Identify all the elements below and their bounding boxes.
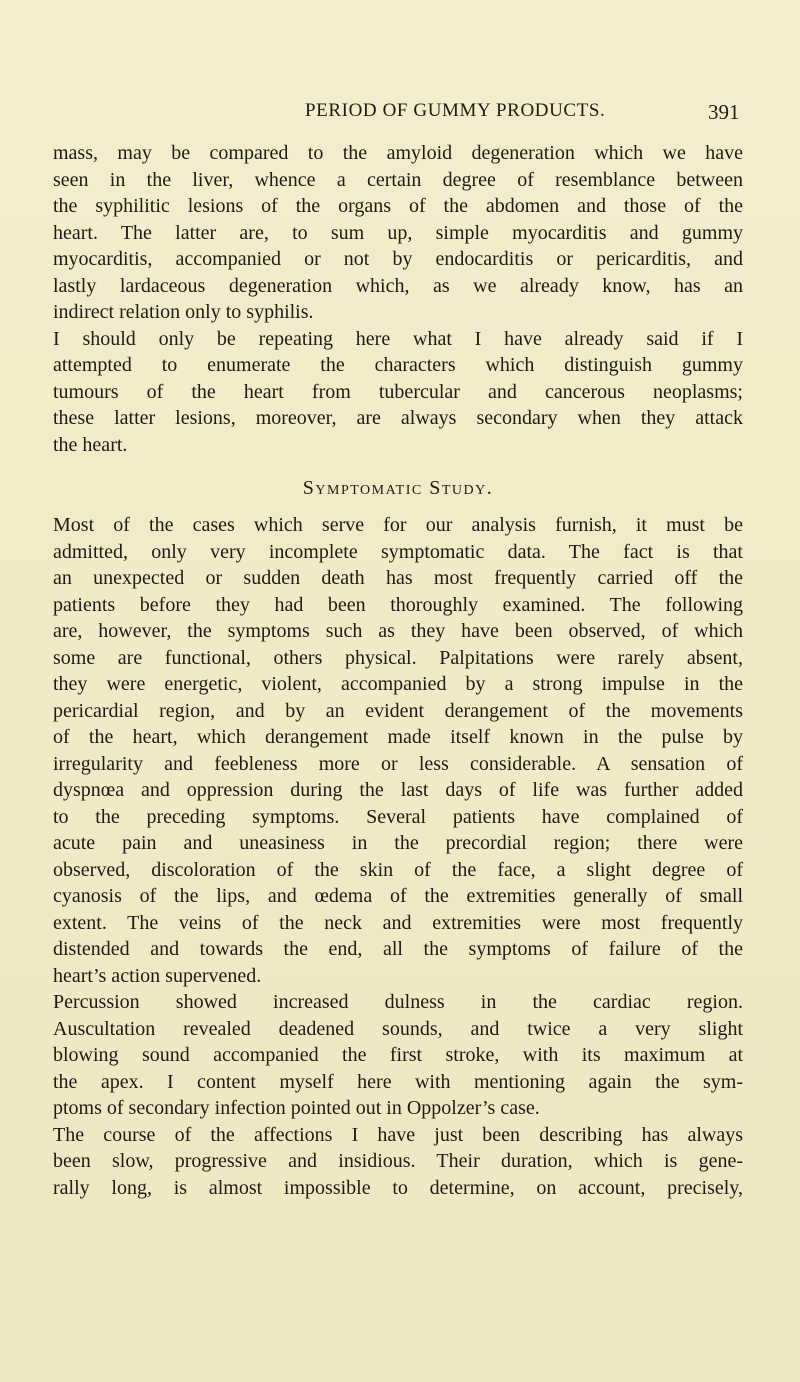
section-heading: Symptomatic Study. [302, 477, 494, 499]
running-title: PERIOD OF GUMMY PRODUCTS. [305, 100, 606, 121]
paragraph [53, 512, 743, 989]
text-line: mass, may be compared to the amyloid degeneration which we have [53, 142, 743, 164]
text-line: indirect relation only to syphilis. [53, 301, 314, 323]
text-line: heart’s action supervened. [53, 964, 262, 987]
page-number: 391 [708, 100, 740, 124]
paragraph [53, 1122, 743, 1202]
text-line: I should only be repeating here what I have already said if I [53, 327, 743, 350]
text-line: pericardial region, and by an evident derangement of the movements [53, 699, 743, 722]
text-line: patients before they had been thoroughly examined. The following [53, 593, 743, 616]
text-line: admitted, only very incomplete symptomatic data. The fact is that [53, 540, 743, 563]
text-line: some are functional, others physical. Palpitations were rarely absent, [53, 646, 743, 669]
text-line: of the heart, which derangement made itself known in the pulse by [53, 726, 743, 748]
text-line: ptoms of secondary infection pointed out in Oppolzer’s case. [53, 1097, 540, 1119]
text-line: an unexpected or sudden death has most frequently carried off the [53, 567, 743, 589]
running-head [0, 100, 800, 136]
text-line: Auscultation revealed deadened sounds, and twice a very slight [53, 1017, 743, 1040]
text-line: acute pain and uneasiness in the precordial region; there were [53, 832, 743, 854]
text-line: cyanosis of the lips, and œdema of the extremities generally of small [53, 885, 743, 907]
text-line: seen in the liver, whence a certain degree of resemblance between [53, 168, 743, 191]
text-line: tumours of the heart from tubercular and cancerous neoplasms; [53, 380, 743, 403]
text-line: they were energetic, violent, accompanied by a strong impulse in the [53, 673, 743, 695]
text-line: irregularity and feebleness more or less considerable. A sensation of [53, 752, 743, 775]
text-line: lastly lardaceous degeneration which, as we already know, has an [53, 274, 743, 297]
text-line: attempted to enumerate the characters which distinguish gummy [53, 354, 743, 376]
text-line: blowing sound accompanied the first stroke, with its maximum at [53, 1044, 743, 1066]
text-line: Percussion showed increased dulness in the cardiac region. [53, 991, 743, 1013]
paragraph [53, 140, 743, 326]
text-line: dyspnœa and oppression during the last days of life was further added [53, 779, 743, 801]
text-line: The course of the affections I have just been describing has always [53, 1123, 743, 1146]
text-line: are, however, the symptoms such as they have been observed, of which [53, 620, 743, 642]
text-line: the apex. I content myself here with mentioning again the sym- [53, 1070, 743, 1093]
paragraph [53, 989, 743, 1122]
paragraph [53, 326, 743, 459]
body-text [53, 140, 743, 1201]
text-line: heart. The latter are, to sum up, simple myocarditis and gummy [53, 221, 743, 244]
text-line: Most of the cases which serve for our analysis furnish, it must be [53, 514, 743, 536]
text-line: these latter lesions, moreover, are always secondary when they attack [53, 407, 743, 429]
text-line: the heart. [53, 433, 128, 456]
text-line: observed, discoloration of the skin of the face, a slight degree of [53, 858, 743, 881]
text-line: rally long, is almost impossible to determine, on account, precisely, [53, 1176, 743, 1199]
text-line: extent. The veins of the neck and extremities were most frequently [53, 911, 743, 934]
text-line: been slow, progressive and insidious. Their duration, which is gene- [53, 1150, 743, 1172]
text-line: the syphilitic lesions of the organs of the abdomen and those of the [53, 195, 743, 217]
text-line: to the preceding symptoms. Several patients have complained of [53, 805, 743, 828]
text-line: myocarditis, accompanied or not by endocarditis or pericarditis, and [53, 248, 743, 270]
text-line: distended and towards the end, all the symptoms of failure of the [53, 938, 743, 960]
